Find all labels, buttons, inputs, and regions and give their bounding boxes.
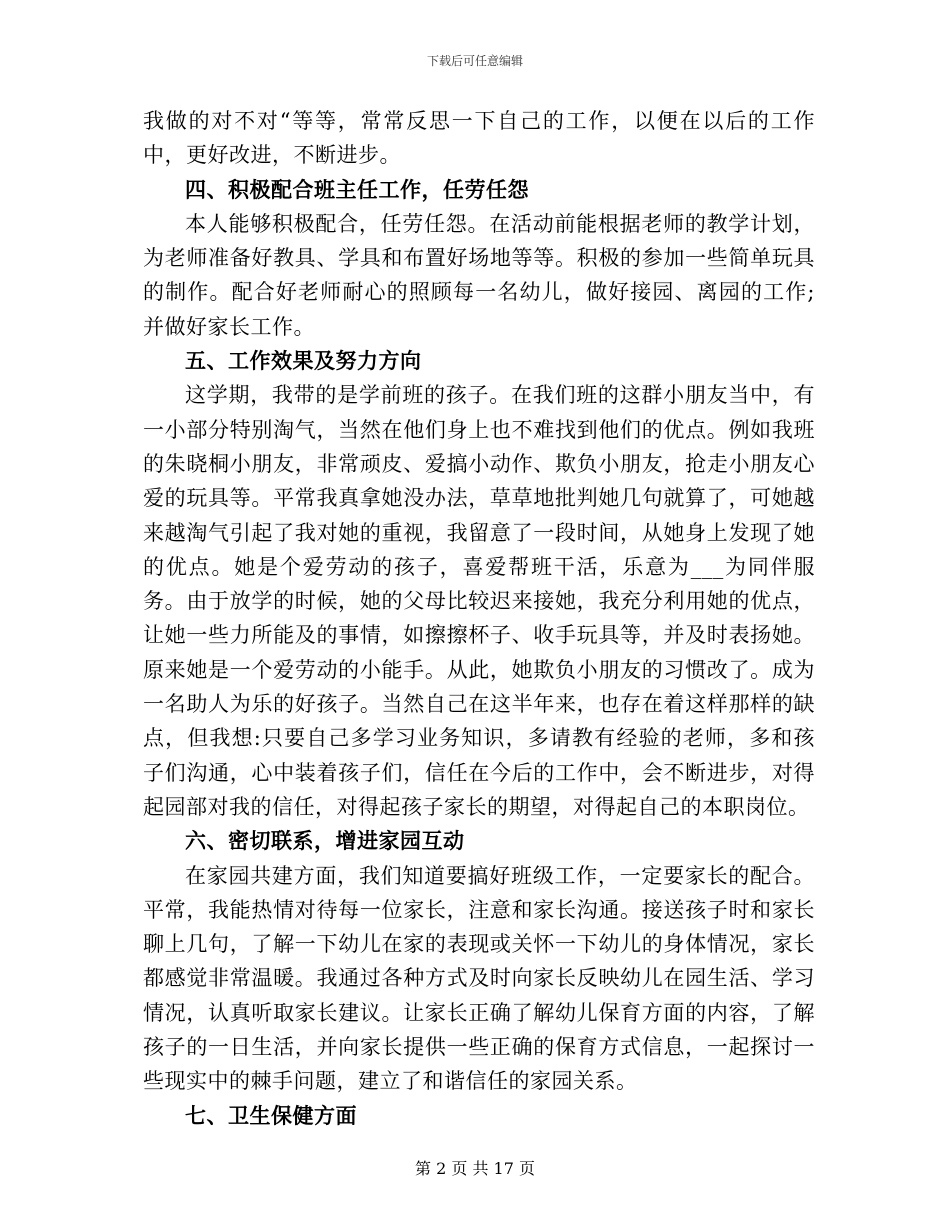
paragraph-intro: 我做的对不对“等等，常常反思一下自己的工作，以便在以后的工作中，更好改进，不断进步。 — [143, 109, 815, 168]
page-header: 下载后可任意编辑 — [426, 54, 523, 68]
paragraph-section-5: 这学期，我带的是学前班的孩子。在我们班的这群小朋友当中，有一小部分特别淘气，当然在他们身上也不难找到他们的优点。例如我班的朱晓桐小朋友，非常顽皮、爱搞小动作、欺负小朋友，抢走小朋友心爱的玩具等。平常我真拿她没办法，草草地批判她几句就算了，可她越来越淘气引起了我对她的重视，我留意了一段时间，从她身上发现了她的优点。她是个爱劳动的孩子，喜爱帮班干活，乐意为___为同伴服务。由于放学的时候，她的父母比较迟来接她，我充分利用她的优点，让她一些力所能及的事情，如擦擦杯子、收手玩具等，并及时表扬她。原来她是一个爱劳动的小能手。从此，她欺负小朋友的习惯改了。成为一名助人为乐的好孩子。当然自己在这半年来，也存在着这样那样的缺点，但我想:只要自己多学习业务知识，多请教有经验的老师，多和孩子们沟通，心中装着孩子们，信任在今后的工作中，会不断进步，对得起园部对我的信任，对得起孩子家长的期望，对得起自己的本职岗位。 — [143, 383, 815, 819]
paragraph-section-4: 本人能够积极配合，任劳任怨。在活动前能根据老师的教学计划，为老师准备好教具、学具和布置好场地等等。积极的参加一些简单玩具的制作。配合好老师耐心的照顾每一名幼儿，做好接园、离园的工作;并做好家长工作。 — [143, 211, 815, 339]
section-heading-5: 五、工作效果及努力方向 — [185, 348, 422, 374]
page-footer: 第 2 页 共 17 页 — [415, 1159, 535, 1178]
section-heading-4: 四、积极配合班主任工作，任劳任怨 — [185, 176, 529, 202]
document-body — [143, 104, 815, 1133]
section-heading-7: 七、卫生保健方面 — [185, 1102, 357, 1128]
section-heading-6: 六、密切联系，增进家园互动 — [185, 828, 465, 854]
paragraph-section-6: 在家园共建方面，我们知道要搞好班级工作，一定要家长的配合。平常，我能热情对待每一位家长，注意和家长沟通。接送孩子时和家长聊上几句，了解一下幼儿在家的表现或关怀一下幼儿的身体情况，家长都感觉非常温暖。我通过各种方式及时向家长反映幼儿在园生活、学习情况，认真听取家长建议。让家长正确了解幼儿保育方面的内容，了解孩子的一日生活，并向家长提供一些正确的保育方式信息，一起探讨一些现实中的棘手问题，建立了和谐信任的家园关系。 — [143, 863, 815, 1094]
